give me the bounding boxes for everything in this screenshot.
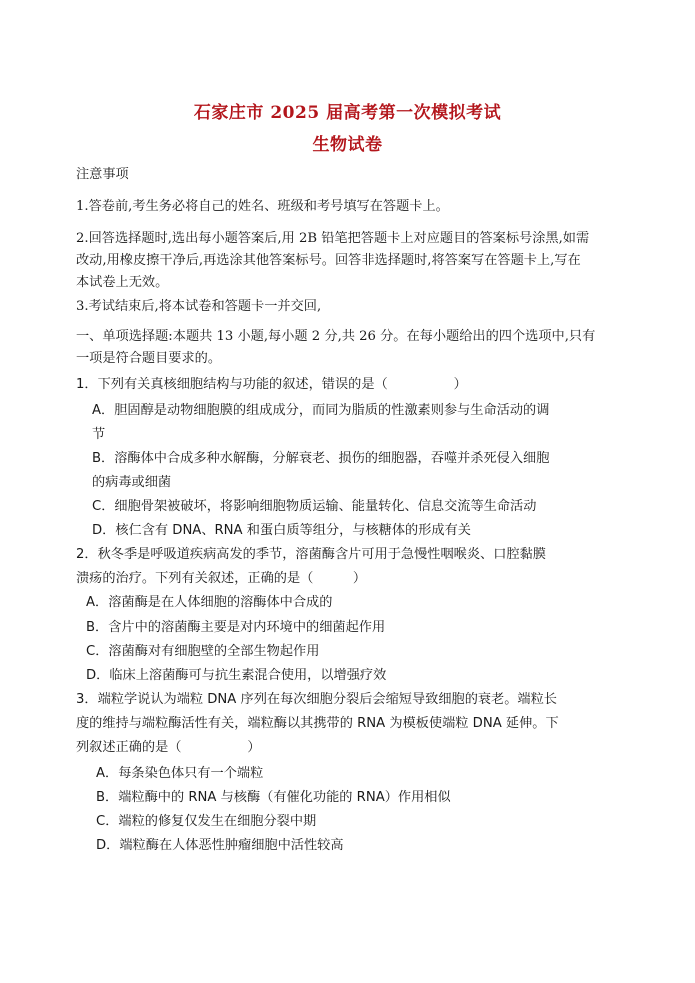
notice-item-3: 3.考试结束后,将本试卷和答题卡一并交回,	[76, 299, 322, 314]
q2-option-d: D．临床上溶菌酶可与抗生素混合使用，以增强疗效	[86, 668, 387, 683]
notice-item-2-line-1: 2.回答选择题时,选出每小题答案后,用 2B 铅笔把答题卡上对应题目的答案标号涂黑,如需	[76, 231, 590, 246]
notice-item-2-line-3: 本试卷上无效。	[76, 275, 169, 290]
q2-option-a: A．溶菌酶是在人体细胞的溶酶体中合成的	[86, 595, 333, 610]
q1-option-c: C．细胞骨架被破坏，将影响细胞物质运输、能量转化、信息交流等生命活动	[92, 499, 537, 514]
section-1-line-2: 一项是符合题目要求的。	[76, 351, 222, 366]
q1-option-b-line-2: 的病毒或细菌	[92, 475, 172, 490]
notice-heading: 注意事项	[76, 167, 129, 182]
q2-stem-line-1: 2．秋冬季是呼吸道疾病高发的季节，溶菌酶含片可用于急慢性咽喉炎、口腔黏膜	[76, 547, 546, 562]
exam-title: 石家庄市 2025 届高考第一次模拟考试	[193, 103, 502, 123]
q1-option-a-line-1: A．胆固醇是动物细胞膜的组成成分，而同为脂质的性激素则参与生命活动的调	[92, 403, 550, 418]
exam-subtitle: 生物试卷	[312, 135, 383, 155]
notice-item-2-line-2: 改动,用橡皮擦干净后,再选涂其他答案标号。回答非选择题时,将答案写在答题卡上,写在	[76, 253, 581, 268]
q3-stem-line-1: 3．端粒学说认为端粒 DNA 序列在每次细胞分裂后会缩短导致细胞的衰老。端粒长	[76, 692, 557, 707]
q2-option-b: B．含片中的溶菌酶主要是对内环境中的细菌起作用	[86, 620, 386, 635]
q1-option-d: D．核仁含有 DNA、RNA 和蛋白质等组分，与核糖体的形成有关	[92, 523, 471, 538]
q3-stem-line-2: 度的维持与端粒酶活性有关，端粒酶以其携带的 RNA 为模板使端粒 DNA 延伸。下	[76, 716, 559, 731]
q3-stem-line-3: 列叙述正确的是（ ）	[76, 740, 261, 755]
q3-option-d: D．端粒酶在人体恶性肿瘤细胞中活性较高	[96, 838, 344, 853]
section-1-line-1: 一、单项选择题:本题共 13 小题,每小题 2 分,共 26 分。在每小题给出的四个选项中,只有	[76, 329, 596, 344]
notice-item-1: 1.答卷前,考生务必将自己的姓名、班级和考号填写在答题卡上。	[76, 199, 449, 214]
q3-option-a: A．每条染色体只有一个端粒	[96, 766, 264, 781]
q2-option-c: C．溶菌酶对有细胞壁的全部生物起作用	[86, 644, 320, 659]
q1-option-b-line-1: B．溶酶体中合成多种水解酶，分解衰老、损伤的细胞器，吞噬并杀死侵入细胞	[92, 451, 550, 466]
q1-stem: 1．下列有关真核细胞结构与功能的叙述，错误的是（ ）	[76, 377, 467, 392]
q2-stem-line-2: 溃疡的治疗。下列有关叙述，正确的是（ ）	[76, 571, 367, 586]
q1-option-a-line-2: 节	[92, 427, 106, 442]
q3-option-b: B．端粒酶中的 RNA 与核酶（有催化功能的 RNA）作用相似	[96, 790, 451, 805]
q3-option-c: C．端粒的修复仅发生在细胞分裂中期	[96, 814, 317, 829]
